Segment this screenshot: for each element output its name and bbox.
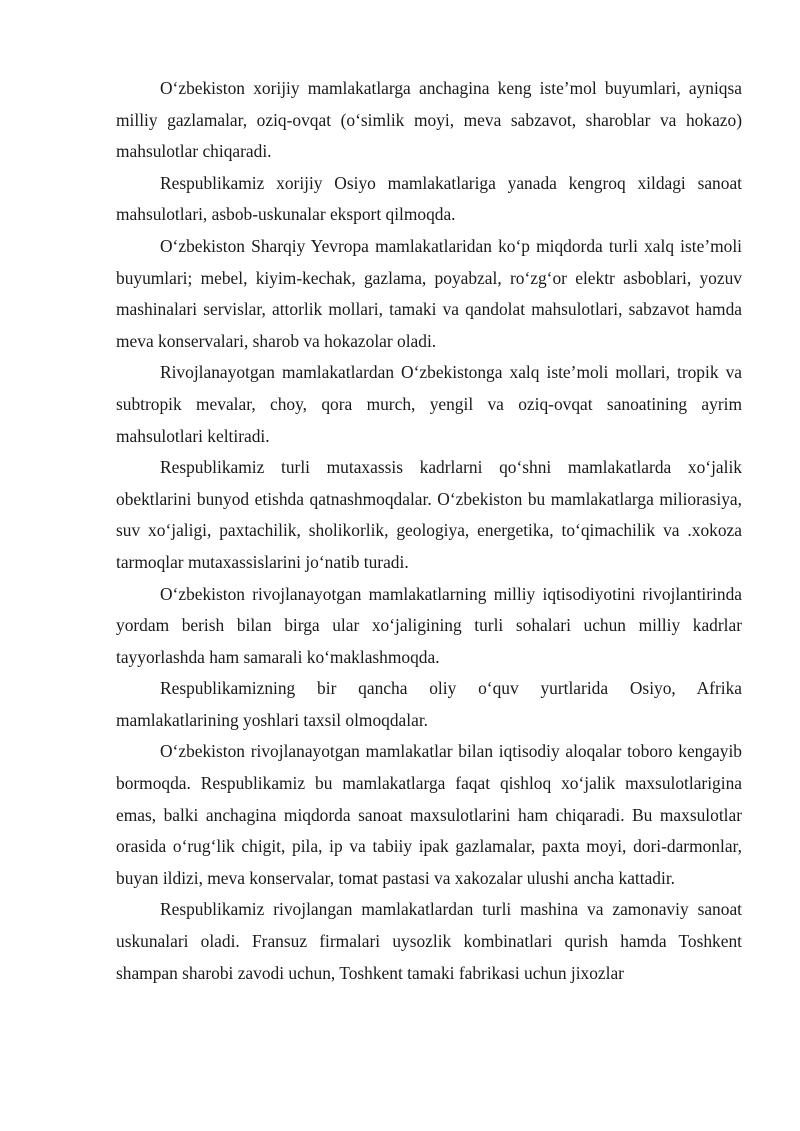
paragraph: O‘zbekiston rivojlanayotgan mamlakatlarning milliy iqtisodiyotini rivojlantirinda yordam berish bilan birga ular xo‘jaligining turli sohalari uchun milliy kadrlar tayyorlashda ham samarali ko‘maklashmoqda. (116, 583, 742, 667)
paragraph: Respublikamiz xorijiy Osiyo mamlakatlariga yanada kengroq xildagi sanoat mahsulotlari, asbob-uskunalar eksport qilmoqda. (116, 172, 742, 225)
paragraph: Respublikamiz turli mutaxassis kadrlarni qo‘shni mamlakatlarda xo‘jalik obektlarini bunyod etishda qatnashmoqdalar. O‘zbekiston bu mamlakatlarga miliorasiya, suv xo‘jaligi, paxtachilik, sholikorlik, geologiya, energetika, to‘qimachilik va .xokoza tarmoqlar mutaxassislarini jo‘natib turadi. (116, 457, 742, 572)
paragraph: Respublikamiz rivojlangan mamlakatlardan turli mashina va zamonaviy sanoat uskunalari oladi. Fransuz firmalari uysozlik kombinatlari qurish hamda Toshkent shampan sharobi zavodi uchun, Toshkent tamaki fabrikasi uchun jixozlar (116, 899, 742, 983)
paragraph: O‘zbekiston rivojlanayotgan mamlakatlar bilan iqtisodiy aloqalar toboro kengayib bormoqda. Respublikamiz bu mamlakatlarga faqat qishloq xo‘jalik maxsulotlarigina emas, balki anchagina miqdorda sanoat maxsulotlarini ham chiqaradi. Bu maxsulotlar orasida o‘rug‘lik chigit, pila, ip va tabiiy ipak gazlamalar, paxta moyi, dori-darmonlar, buyan ildizi, meva konservalar, tomat pastasi va xakozalar ulushi ancha kattadir. (116, 741, 742, 888)
document-body (116, 73, 742, 989)
paragraph: O‘zbekiston Sharqiy Yevropa mamlakatlaridan ko‘p miqdorda turli xalq iste’moli buyumlari; mebel, kiyim-kechak, gazlama, poyabzal, ro‘zg‘or elektr asboblari, yozuv mashinalari servislar, attorlik mollari, tamaki va qandolat mahsulotlari, sabzavot hamda meva konservalari, sharob va hokazolar oladi. (116, 235, 742, 351)
paragraph: Respublikamizning bir qancha oliy o‘quv yurtlarida Osiyo, Afrika mamlakatlarining yoshlari taxsil olmoqdalar. (116, 678, 742, 730)
paragraph: Rivojlanayotgan mamlakatlardan O‘zbekistonga xalq iste’moli mollari, tropik va subtropik mevalar, choy, qora murch, yengil va oziq-ovqat sanoatining ayrim mahsulotlari keltiradi. (116, 362, 742, 446)
paragraph: O‘zbekiston xorijiy mamlakatlarga anchagina keng iste’mol buyumlari, ayniqsa milliy gazlamalar, oziq-ovqat (o‘simlik moyi, meva sabzavot, sharoblar va hokazo) mahsulotlar chiqaradi. (116, 78, 742, 162)
